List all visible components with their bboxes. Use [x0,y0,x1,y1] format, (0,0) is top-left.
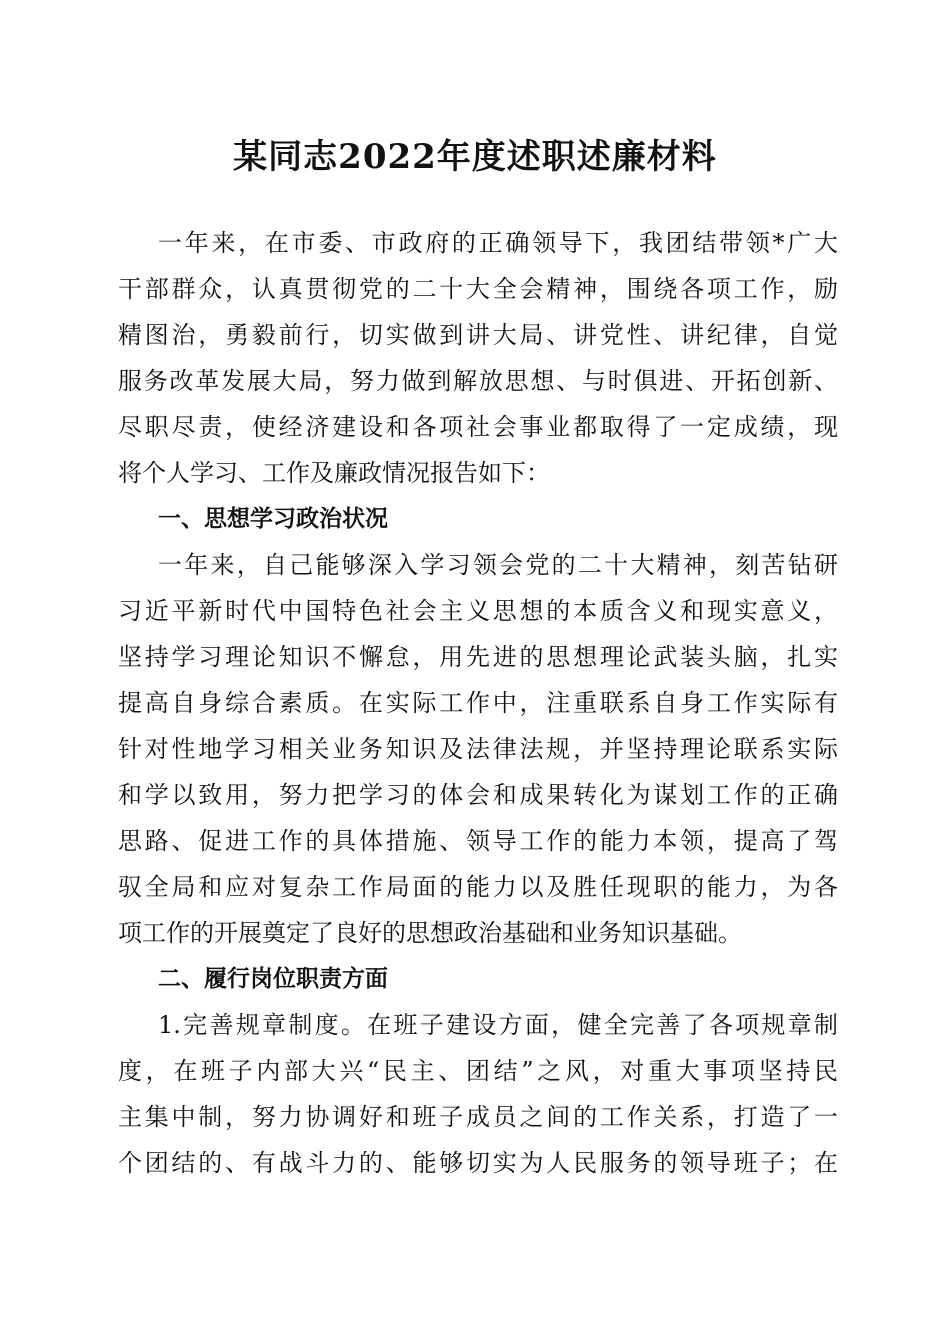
paragraph-line: 尽职尽责，使经济建设和各项社会事业都取得了一定成绩，现 [118,413,838,441]
page-title: 某同志2022年度述职述廉材料 [233,137,717,177]
paragraph-line: 针对性地学习相关业务知识及法律法规，并坚持理论联系实际 [118,735,838,763]
paragraph-line: 服务改革发展大局，努力做到解放思想、与时俱进、开拓创新、 [118,367,838,395]
paragraph-line: 习近平新时代中国特色社会主义思想的本质含义和现实意义， [118,597,838,625]
document-body [118,220,838,1186]
paragraph-line: 思路、促进工作的具体措施、领导工作的能力本领，提高了驾 [118,827,838,855]
paragraph-line: 和学以致用，努力把学习的体会和成果转化为谋划工作的正确 [118,781,838,809]
paragraph-line: 坚持学习理论知识不懈怠，用先进的思想理论武装头脑，扎实 [118,643,838,671]
paragraph-line: 主集中制，努力协调好和班子成员之间的工作关系，打造了一 [118,1103,838,1131]
paragraph-line: 一年来，自己能够深入学习领会党的二十大精神，刻苦钻研 [158,551,838,579]
section-heading: 一、思想学习政治状况 [158,506,388,532]
paragraph-line: 个团结的、有战斗力的、能够切实为人民服务的领导班子；在 [118,1149,838,1177]
paragraph-line: 干部群众，认真贯彻党的二十大全会精神，围绕各项工作，励 [118,275,838,303]
paragraph-line: 一年来，在市委、市政府的正确领导下，我团结带领*广大 [158,229,838,257]
paragraph-line: 项工作的开展奠定了良好的思想政治基础和业务知识基础。 [118,919,742,947]
paragraph-line: 驭全局和应对复杂工作局面的能力以及胜任现职的能力，为各 [118,873,838,901]
paragraph-line: 将个人学习、工作及廉政情况报告如下： [118,459,550,487]
paragraph-line: 精图治，勇毅前行，切实做到讲大局、讲党性、讲纪律，自觉 [118,321,838,349]
paragraph-line: 度，在班子内部大兴“民主、团结”之风，对重大事项坚持民 [118,1057,838,1085]
section-heading: 二、履行岗位职责方面 [158,966,388,992]
paragraph-line: 提高自身综合素质。在实际工作中，注重联系自身工作实际有 [118,689,838,717]
paragraph-line: 1.完善规章制度。在班子建设方面，健全完善了各项规章制 [158,1011,838,1039]
